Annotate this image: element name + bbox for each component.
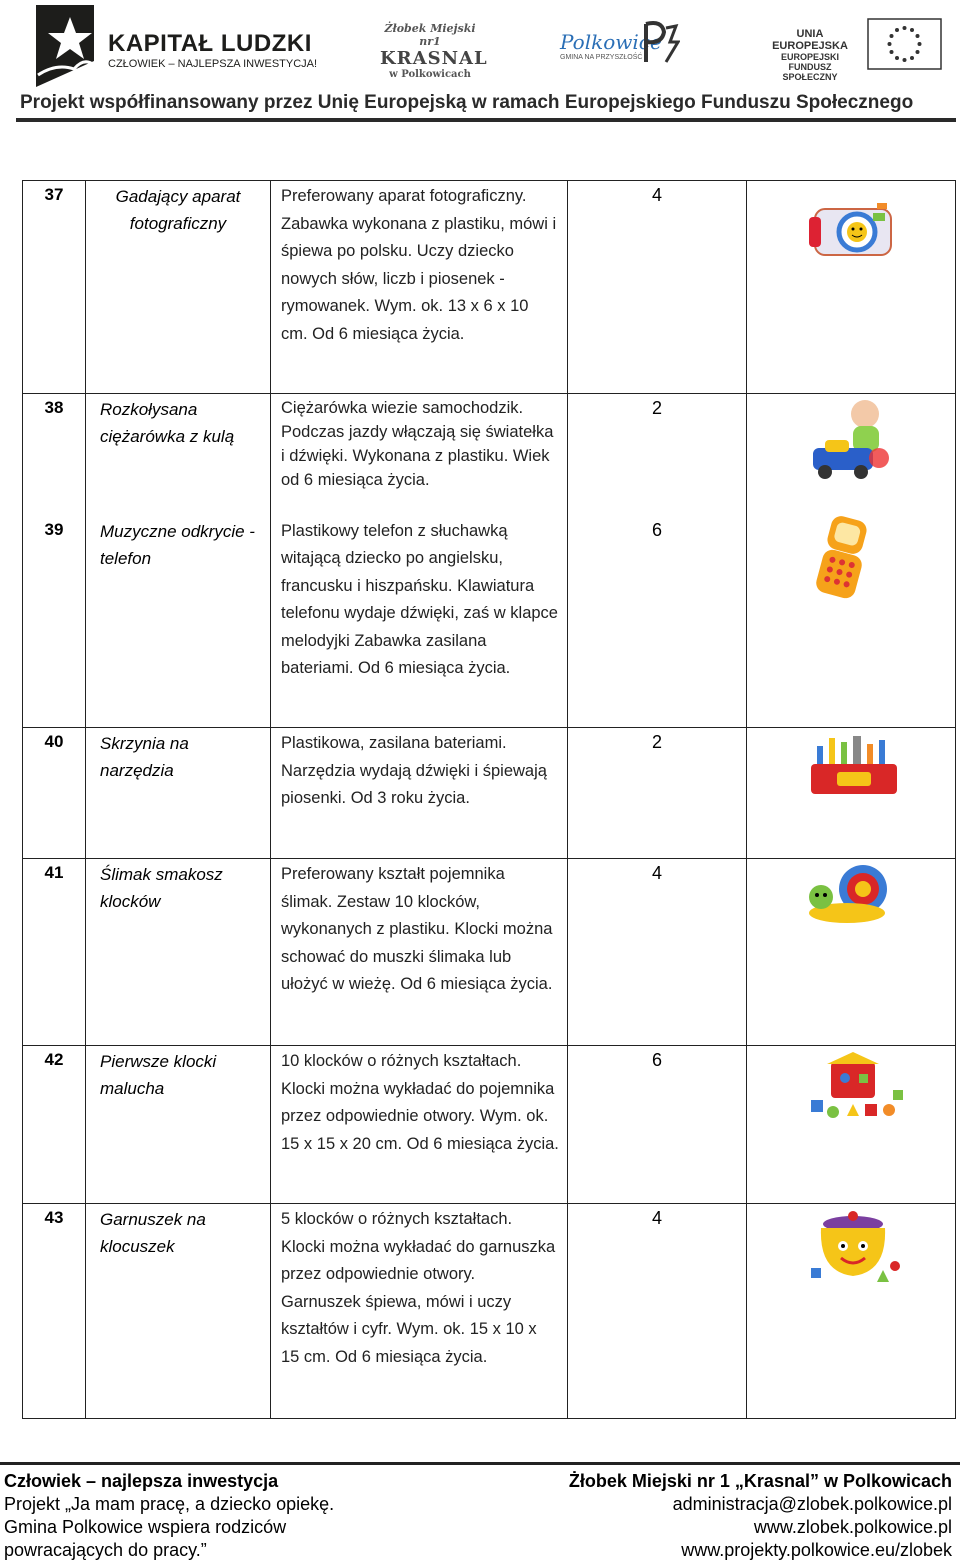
footer-left-line: Projekt „Ja mam pracę, a dziecko opiekę. [4,1494,335,1514]
eu-subtitle-1: EUROPEJSKI [780,52,840,62]
footer-left-line: powracających do pracy.” [4,1540,207,1560]
footer-email: administracja@zlobek.polkowice.pl [672,1494,952,1514]
table-row [23,181,956,394]
item-name: Gadający aparat fotograficzny [86,181,271,394]
krasnal-name-text: KRASNAL [380,48,488,69]
item-image-cell [747,394,956,516]
item-image-cell [747,1204,956,1419]
footer-website: www.zlobek.polkowice.pl [753,1517,952,1537]
table-row [23,1046,956,1204]
item-quantity: 4 [568,1204,747,1419]
item-name: Pierwsze klocki malucha [86,1046,271,1204]
krasnal-top-text: Żłobek Miejski nr1 [384,22,476,48]
item-description: Preferowany kształt pojemnika ślimak. Zestaw 10 klocków, wykonanych z plastiku. Klocki można schować do muszki ślimaka lub ułożyć w wieżę. Od 6 miesiąca życia. [271,859,568,1046]
table-row [23,394,956,516]
item-number: 38 [23,394,86,516]
eu-flag-icon [867,18,942,70]
krasnal-town-text: w Polkowicach [389,69,471,80]
item-number: 40 [23,728,86,859]
cofinancing-caption: Projekt współfinansowany przez Unię Europejską w ramach Europejskiego Funduszu Społecznego [20,92,914,113]
footer-left-line: Gmina Polkowice wspiera rodziców [4,1517,287,1537]
page-header [0,0,960,125]
toy-toolbox-icon [807,728,907,818]
item-description: 10 klocków o różnych kształtach. Klocki można wykładać do pojemnika przez odpowiednie otwory. Wym. ok. 15 x 15 x 20 cm. Od 6 miesiąca życia. [271,1046,568,1204]
item-quantity: 2 [568,728,747,859]
item-image-cell [747,728,956,859]
footer-contact-info [569,1470,952,1562]
toy-phone-icon [807,516,907,606]
kapital-ludzki-title: KAPITAŁ LUDZKI [108,30,312,57]
table-row [23,859,956,1046]
table-row [23,728,956,859]
toy-camera-icon [807,195,907,285]
footer-left-title: Człowiek – najlepsza inwestycja [4,1471,279,1491]
item-number: 41 [23,859,86,1046]
footer-website: www.projekty.polkowice.eu/zlobek [681,1540,952,1560]
kapital-ludzki-subtitle: CZŁOWIEK – NAJLEPSZA INWESTYCJA! [108,58,318,70]
item-name: Skrzynia na narzędzia [86,728,271,859]
item-quantity: 6 [568,516,747,728]
footer-right-title: Żłobek Miejski nr 1 „Krasnal” w Polkowicach [568,1471,952,1491]
toy-list-table [22,180,956,1419]
item-number: 37 [23,181,86,394]
item-description: Plastikowa, zasilana bateriami. Narzędzia wydają dźwięki i śpiewają piosenki. Od 3 roku życia. [271,728,568,859]
item-description: Preferowany aparat fotograficzny. Zabawka wykonana z plastiku, mówi i śpiewa po polsku. Uczy dziecko nowych słów, liczb i piosenek - rymowanek. Wym. ok. 13 x 6 x 10 cm. Od 6 miesiąca życia. [271,181,568,394]
item-quantity: 6 [568,1046,747,1204]
footer-project-info [4,1470,334,1562]
item-name: Ślimak smakosz klocków [86,859,271,1046]
item-quantity: 2 [568,394,747,516]
item-number: 42 [23,1046,86,1204]
eu-title: UNIA EUROPEJSKA [772,28,848,52]
footer-divider [0,1462,960,1465]
item-number: 39 [23,516,86,728]
eu-subtitle-2: FUNDUSZ SPOŁECZNY [782,62,838,82]
item-name: Rozkołysana ciężarówka z kulą [86,394,271,516]
table-row [23,516,956,728]
item-description: Ciężarówka wiezie samochodzik. Podczas jazdy włączają się światełka i dźwięki. Wykonana z plastiku. Wiek od 6 miesiąca życia. [271,394,568,516]
krasnal-logo [380,22,488,80]
item-image-cell [747,516,956,728]
toy-snail-icon [807,859,907,949]
item-name: Garnuszek na klocuszek [86,1204,271,1419]
item-number: 43 [23,1204,86,1419]
item-quantity: 4 [568,181,747,394]
toy-pot-icon [807,1210,907,1300]
item-image-cell [747,181,956,394]
header-divider [16,118,956,122]
toy-shape-sorter-icon [807,1052,907,1142]
polkowice-logo-text: Polkowice [560,30,662,54]
table-row [23,1204,956,1419]
item-description: Plastikowy telefon z słuchawką witającą dziecko po angielsku, francusku i hiszpańsku. Klawiatura telefonu wydaje dźwięki, zaś w klapce melodyjki Zabawka zasilana bateriami. Od 6 miesiąca życia. [271,516,568,728]
item-name: Muzyczne odkrycie - telefon [86,516,271,728]
item-image-cell [747,859,956,1046]
polkowice-emblem-icon [640,18,680,66]
eu-logo-text [760,28,860,82]
item-description: 5 klocków o różnych kształtach. Klocki można wykładać do garnuszka przez odpowiednie otwory. Garnuszek śpiewa, mówi i uczy kształtów i cyfr. Wym. ok. 15 x 10 x 15 cm. Od 6 miesiąca życia. [271,1204,568,1419]
toy-truck-icon [807,396,907,486]
item-quantity: 4 [568,859,747,1046]
polkowice-subtitle: GMINA NA PRZYSZŁOŚĆ [560,54,643,61]
item-image-cell [747,1046,956,1204]
